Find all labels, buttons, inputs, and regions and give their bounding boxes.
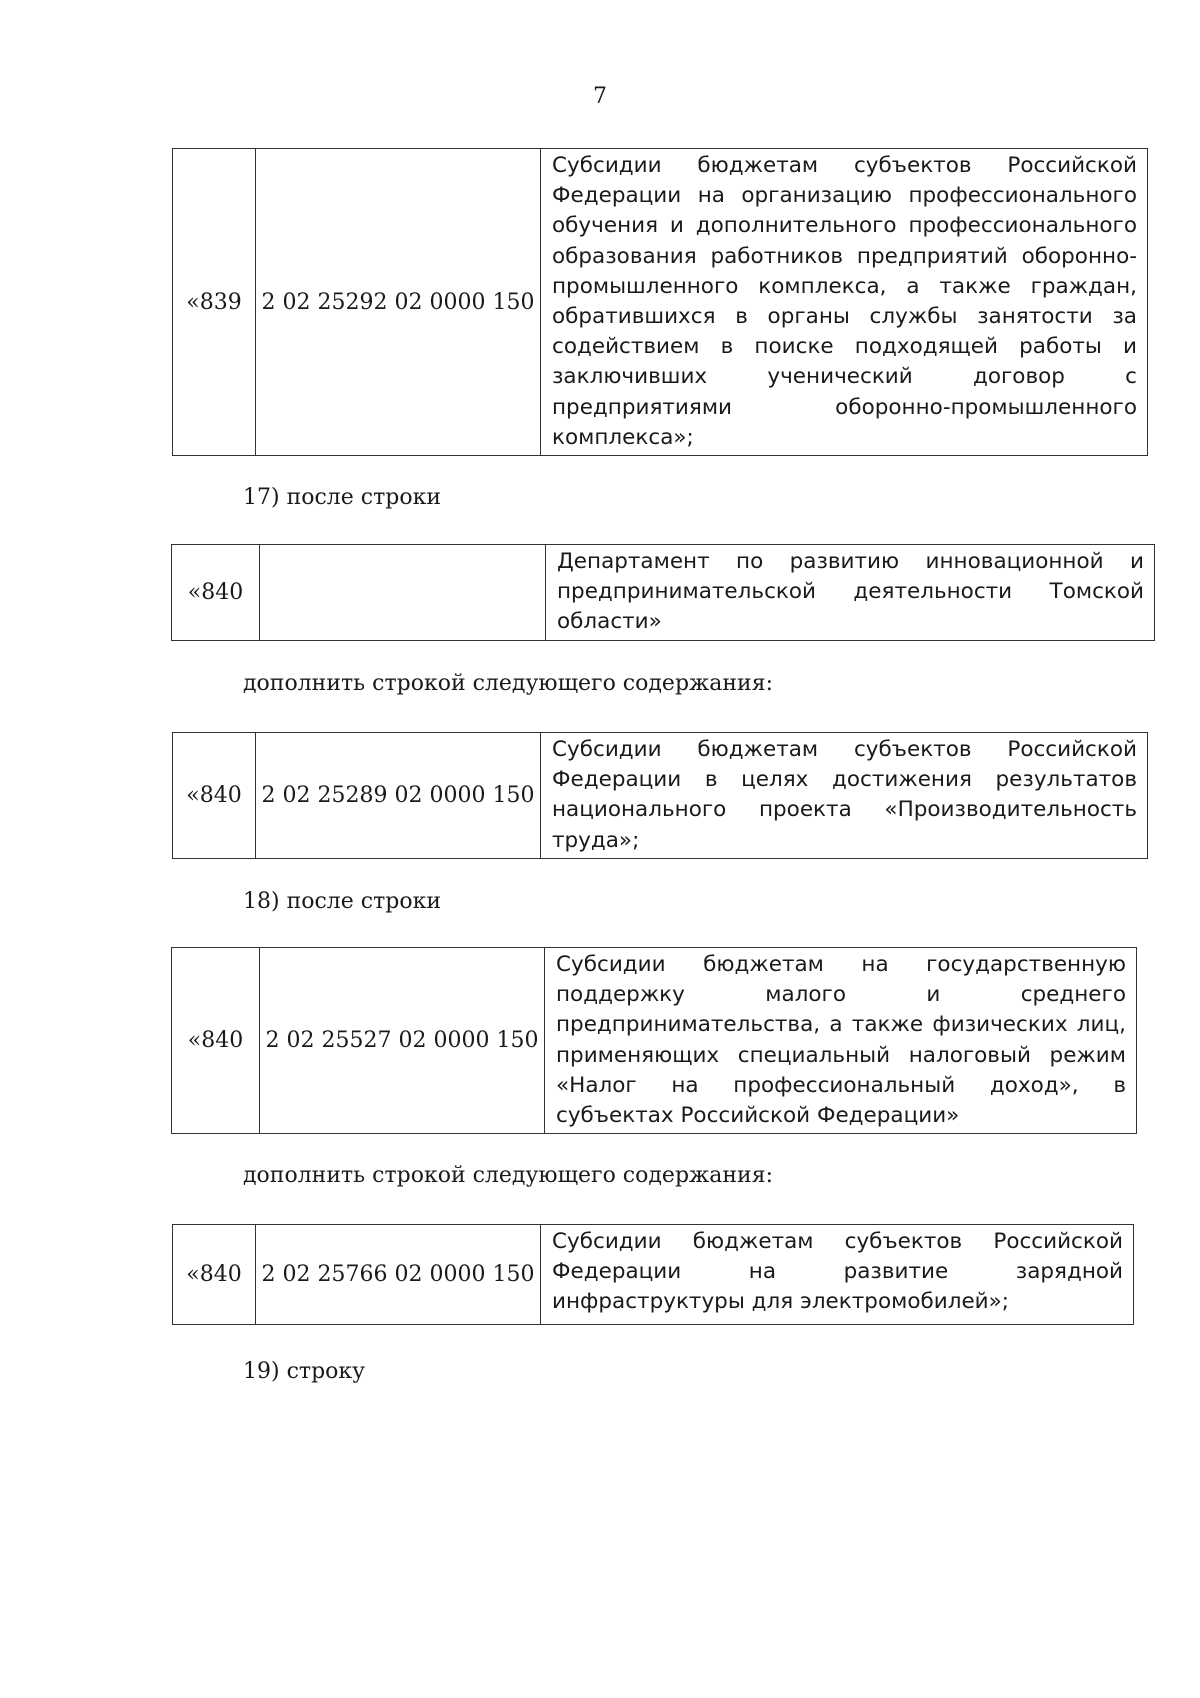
table-row	[173, 1225, 1134, 1325]
table-row	[173, 149, 1148, 456]
table-row	[173, 733, 1148, 859]
table-row-839	[172, 148, 1148, 456]
paragraph-supplement-2: дополнить строкой следующего содержания:	[243, 1163, 773, 1188]
budget-code-cell: 2 02 25527 02 0000 150	[260, 948, 545, 1134]
budget-code-cell: 2 02 25289 02 0000 150	[256, 733, 541, 859]
row-code-cell: «840	[173, 1225, 256, 1325]
paragraph-supplement-1: дополнить строкой следующего содержания:	[243, 671, 773, 696]
paragraph-item-19: 19) строку	[243, 1359, 366, 1384]
budget-code-cell: 2 02 25292 02 0000 150	[256, 149, 541, 456]
table-row-840-productivity	[172, 732, 1148, 859]
table-row-840-charging	[172, 1224, 1134, 1325]
description-cell: Субсидии бюджетам субъектов Российской Федерации в целях достижения результатов национального проекта «Производительность труда»;	[541, 733, 1148, 859]
row-code-cell: «840	[172, 948, 260, 1134]
row-code-cell: «840	[173, 733, 256, 859]
budget-code-cell: 2 02 25766 02 0000 150	[256, 1225, 541, 1325]
budget-code-cell	[260, 545, 546, 641]
table-row-840-small-business	[171, 947, 1137, 1134]
table-row	[172, 545, 1155, 641]
description-cell: Департамент по развитию инновационной и предпринимательской деятельности Томской области»	[546, 545, 1155, 641]
description-cell: Субсидии бюджетам на государственную поддержку малого и среднего предпринимательства, а также физических лиц, применяющих специальный налоговый режим «Налог на профессиональный доход», в субъектах Российской Федерации»	[545, 948, 1137, 1134]
description-cell: Субсидии бюджетам субъектов Российской Федерации на развитие зарядной инфраструктуры для электромобилей»;	[541, 1225, 1134, 1325]
row-code-cell: «839	[173, 149, 256, 456]
table-row-840-department	[171, 544, 1155, 641]
paragraph-item-18: 18) после строки	[243, 889, 442, 914]
table-row	[172, 948, 1137, 1134]
row-code-cell: «840	[172, 545, 260, 641]
description-cell: Субсидии бюджетам субъектов Российской Федерации на организацию профессионального обучения и дополнительного профессионального образования работников предприятий оборонно-промышленного комплекса, а также граждан, обратившихся в органы службы занятости за содействием в поиске подходящей работы и заключивших ученический договор с предприятиями оборонно-промышленного комплекса»;	[541, 149, 1148, 456]
page-number: 7	[593, 84, 607, 109]
paragraph-item-17: 17) после строки	[243, 485, 442, 510]
